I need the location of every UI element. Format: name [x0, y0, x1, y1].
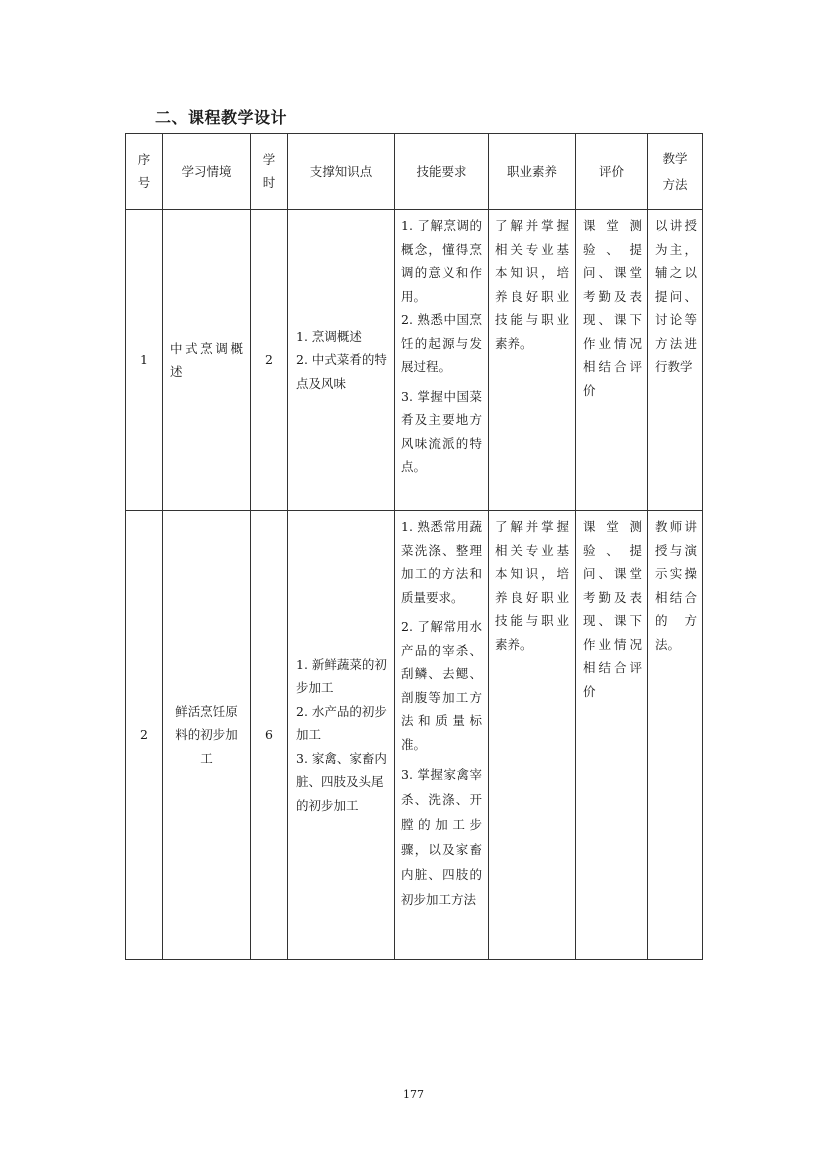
cell-situation: 中式烹调概述	[163, 210, 251, 511]
course-design-table	[125, 133, 703, 960]
page-number: 177	[403, 1088, 424, 1101]
skill-paragraph: 3. 掌握家禽宰杀、洗涤、开膛的加工步骤，以及家畜内脏、四肢的初步加工方法	[401, 767, 482, 907]
skill-paragraph: 2. 了解常用水产品的宰杀、刮鳞、去鳃、剖腹等加工方法和质量标准。	[401, 619, 482, 752]
cell-knowledge: 1. 新鲜蔬菜的初步加工 2. 水产品的初步加工 3. 家禽、家畜内脏、四肢及头尾的初步加工	[288, 511, 395, 960]
header-method: 教学方法	[648, 134, 703, 210]
cell-literacy: 了解并掌握相关专业基本知识，培养良好职业技能与职业素养。	[489, 511, 576, 960]
cell-evaluation: 课堂测验、提问、课堂考勤及表现、课下作业情况相结合评价	[576, 511, 648, 960]
header-hours: 学时	[251, 134, 288, 210]
section-heading: 二、课程教学设计	[155, 108, 288, 127]
skill-paragraph: 3. 掌握中国菜肴及主要地方风味流派的特点。	[401, 388, 482, 474]
table-row	[126, 210, 703, 511]
header-skills: 技能要求	[395, 134, 489, 210]
header-evaluation: 评价	[576, 134, 648, 210]
skill-paragraph: 1. 熟悉常用蔬菜洗涤、整理加工的方法和质量要求。	[401, 519, 482, 605]
header-situation: 学习情境	[163, 134, 251, 210]
cell-hours: 2	[251, 210, 288, 511]
cell-method: 以讲授为主，辅之以提问、讨论等方法进行教学	[648, 210, 703, 511]
cell-hours: 6	[251, 511, 288, 960]
table-header-row	[126, 134, 703, 210]
cell-evaluation: 课堂测验、提问、课堂考勤及表现、课下作业情况相结合评价	[576, 210, 648, 511]
cell-no: 1	[126, 210, 163, 511]
header-knowledge: 支撑知识点	[288, 134, 395, 210]
cell-skills	[395, 511, 489, 960]
table-row	[126, 511, 703, 960]
cell-skills	[395, 210, 489, 511]
cell-method: 教师讲授与演示实操相结合的方法。	[648, 511, 703, 960]
header-literacy: 职业素养	[489, 134, 576, 210]
cell-knowledge: 1. 烹调概述 2. 中式菜肴的特点及风味	[288, 210, 395, 511]
skill-paragraph: 1. 了解烹调的概念，懂得烹调的意义和作用。 2. 熟悉中国烹饪的起源与发展过程。	[401, 218, 482, 374]
header-no: 序号	[126, 134, 163, 210]
cell-situation: 鲜活烹饪原料的初步加工	[163, 511, 251, 960]
cell-literacy: 了解并掌握相关专业基本知识，培养良好职业技能与职业素养。	[489, 210, 576, 511]
cell-no: 2	[126, 511, 163, 960]
